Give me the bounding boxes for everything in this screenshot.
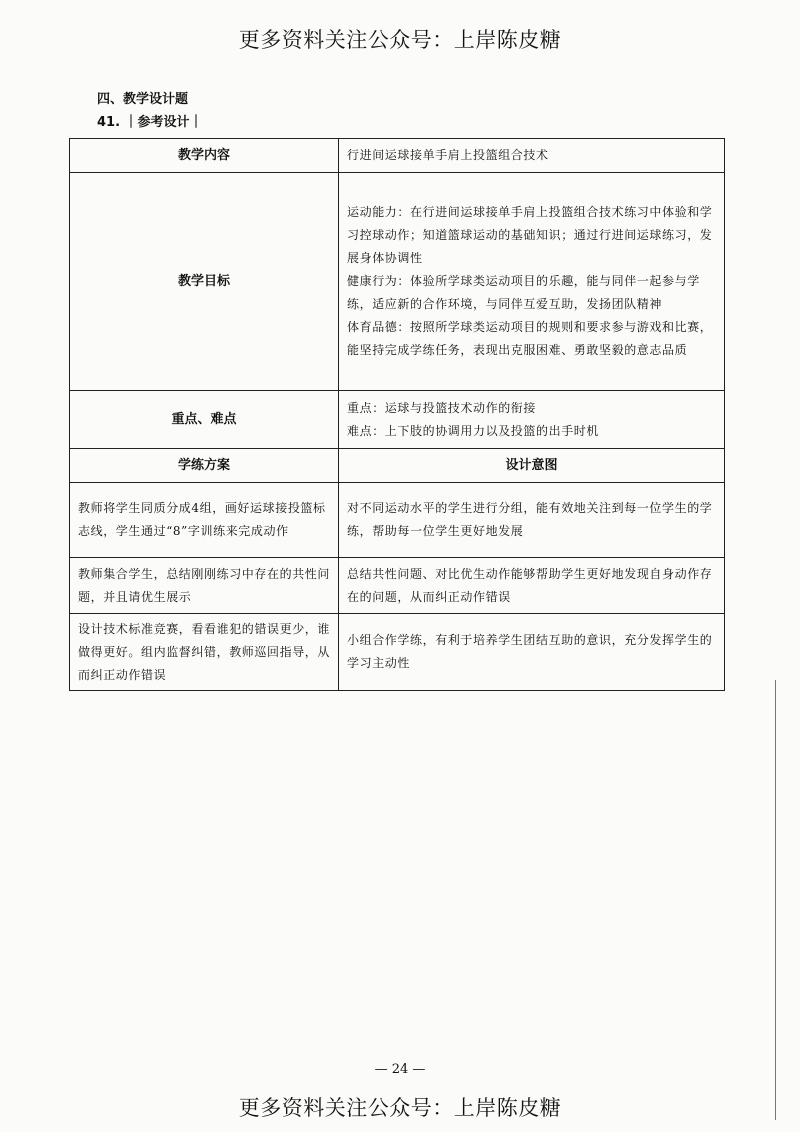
intent-cell: 小组合作学练，有利于培养学生团结互助的意识，充分发挥学生的学习主动性 (339, 614, 725, 691)
goals-label: 教学目标 (70, 173, 339, 391)
intent-cell: 总结共性问题、对比优生动作能够帮助学生更好地发现自身动作存在的问题，从而纠正动作错误 (339, 558, 725, 614)
table-row-goals (70, 173, 725, 391)
table-header-row (70, 449, 725, 483)
plan-header: 学练方案 (70, 449, 339, 483)
keypoints-label: 重点、难点 (70, 391, 339, 449)
key-point: 重点：运球与投篮技术动作的衔接 (347, 400, 537, 415)
plan-cell: 教师将学生同质分成4组，画好运球接投篮标志线，学生通过“8”字训练来完成动作 (70, 483, 339, 558)
goal-health-behavior: 健康行为：体验所学球类运动项目的乐趣，能与同伴一起参与学练，适应新的合作环境，与同伴互爱互助，发扬团队精神 (347, 274, 700, 311)
bottom-banner: 更多资料关注公众号：上岸陈皮糖 (238, 1096, 562, 1120)
difficult-point: 难点：上下肢的协调用力以及投篮的出手时机 (347, 423, 600, 438)
content-label: 教学内容 (70, 139, 339, 173)
keypoints-cell (339, 391, 725, 449)
table-row (70, 483, 725, 558)
goal-motor-ability: 运动能力：在行进间运球接单手肩上投篮组合技术练习中体验和学习控球动作；知道篮球运动的基础知识；通过行进间运球练习，发展身体协调性 (347, 205, 713, 265)
table-row-keypoints (70, 391, 725, 449)
page-number: — 24 — (374, 1062, 426, 1077)
scan-margin-line (775, 680, 776, 1120)
table-row-content (70, 139, 725, 173)
table-row (70, 558, 725, 614)
intent-cell: 对不同运动水平的学生进行分组，能有效地关注到每一位学生的学练，帮助每一位学生更好地发展 (339, 483, 725, 558)
section-heading: 四、教学设计题 (97, 92, 189, 107)
table-row (70, 614, 725, 691)
plan-cell: 设计技术标准竞赛，看看谁犯的错误更少，谁做得更好。组内监督纠错，教师巡回指导，从而纠正动作错误 (70, 614, 339, 691)
goal-sports-morality: 体育品德：按照所学球类运动项目的规则和要求参与游戏和比赛，能坚持完成学练任务，表现出克服困难、勇敢坚毅的意志品质 (347, 320, 713, 357)
goals-cell (339, 173, 725, 391)
top-banner: 更多资料关注公众号：上岸陈皮糖 (238, 28, 562, 52)
teaching-design-table (69, 138, 725, 691)
content-value: 行进间运球接单手肩上投篮组合技术 (339, 139, 725, 173)
question-label: 41. ｜参考设计｜ (97, 115, 203, 130)
plan-cell: 教师集合学生，总结刚刚练习中存在的共性问题，并且请优生展示 (70, 558, 339, 614)
intent-header: 设计意图 (339, 449, 725, 483)
